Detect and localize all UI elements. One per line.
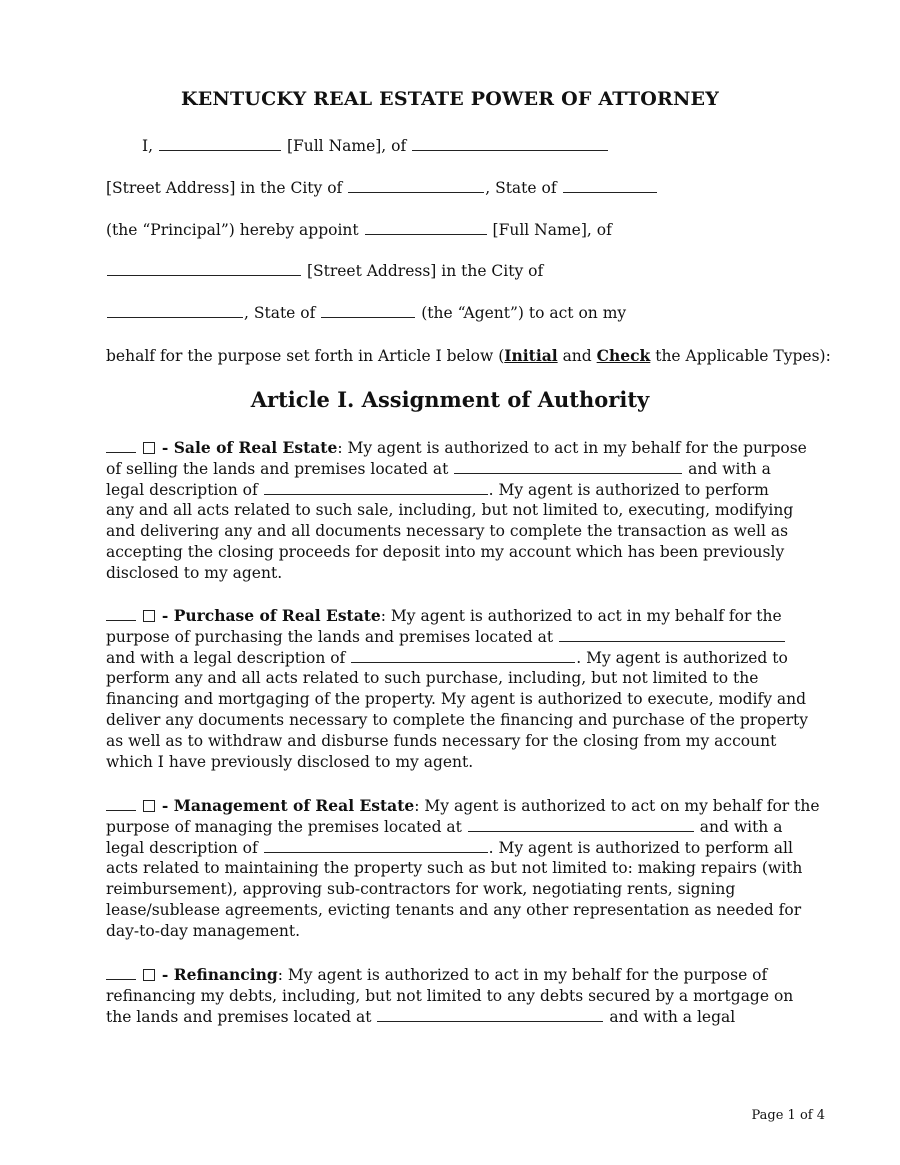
section-sale: - Sale of Real Estate: My agent is authorized to act in my behalf for the purpose of selling the lands and premises located at and with a legal description of . My agent is authorized to perform any and all acts related to such sale, including, but not limited to, executing, modifying and delivering any and all documents necessary to complete the transaction as well as accepting the closing proceeds for deposit into my account which has been previously disclosed to my agent.: [106, 438, 807, 582]
section-management: - Management of Real Estate: My agent is authorized to act on my behalf for the purpose of managing the premises located at and with a legal description of . My agent is authorized to perform all acts related to maintaining the property such as but not limited to: making repairs (with reimbursement), approving sub-contractors for work, negotiating rents, signing lease/sublease agreements, evicting tenants and any other representation as needed for day-to-day management.: [106, 796, 820, 940]
intro-line-2: [Street Address] in the City of , State of: [106, 179, 658, 197]
principal-name-blank[interactable]: [159, 149, 281, 151]
management-initial-blank[interactable]: [106, 809, 136, 811]
agent-name-blank[interactable]: [365, 233, 487, 235]
purchase-legal-description-blank[interactable]: [351, 661, 575, 663]
principal-address-blank[interactable]: [412, 149, 608, 151]
purchase-initial-blank[interactable]: [106, 619, 136, 621]
sale-checkbox-icon[interactable]: [143, 442, 155, 454]
management-location-blank[interactable]: [468, 830, 694, 832]
intro-line-5: , State of (the “Agent”) to act on my: [106, 304, 626, 322]
sale-location-blank[interactable]: [454, 472, 682, 474]
refinancing-checkbox-icon[interactable]: [143, 969, 155, 981]
agent-city-blank[interactable]: [107, 316, 243, 318]
intro-line-1: I, [Full Name], of: [142, 137, 609, 155]
agent-state-blank[interactable]: [321, 316, 415, 318]
agent-address-blank[interactable]: [107, 274, 301, 276]
article-heading: Article I. Assignment of Authority: [250, 387, 650, 412]
management-checkbox-icon[interactable]: [143, 800, 155, 812]
management-legal-description-blank[interactable]: [264, 851, 488, 853]
intro-line-6: behalf for the purpose set forth in Article I below (Initial and Check the Applicable Types):: [106, 346, 831, 365]
document-title: KENTUCKY REAL ESTATE POWER OF ATTORNEY: [181, 88, 719, 110]
intro-line-4: [Street Address] in the City of: [106, 262, 543, 280]
page-number: Page 1 of 4: [751, 1108, 825, 1123]
refinancing-initial-blank[interactable]: [106, 978, 136, 980]
principal-state-blank[interactable]: [563, 191, 657, 193]
section-purchase: - Purchase of Real Estate: My agent is authorized to act in my behalf for the purpose of purchasing the lands and premises located at and with a legal description of . My agent is authorized to perform any and all acts related to such purchase, including, but not limited to the financing and mortgaging of the property. My agent is authorized to execute, modify and deliver any documents necessary to complete the financing and purchase of the property as well as to withdraw and disburse funds necessary for the closing from my account which I have previously disclosed to my agent.: [106, 606, 809, 771]
purchase-location-blank[interactable]: [559, 640, 785, 642]
sale-legal-description-blank[interactable]: [264, 493, 488, 495]
purchase-checkbox-icon[interactable]: [143, 610, 155, 622]
sale-initial-blank[interactable]: [106, 451, 136, 453]
refinancing-location-blank[interactable]: [377, 1020, 603, 1022]
principal-city-blank[interactable]: [348, 191, 484, 193]
section-refinancing: - Refinancing: My agent is authorized to act in my behalf for the purpose of refinancing my debts, including, but not limited to any debts secured by a mortgage on the lands and premises located at and with a legal: [106, 965, 794, 1026]
intro-line-3: (the “Principal”) hereby appoint [Full Name], of: [106, 221, 612, 239]
